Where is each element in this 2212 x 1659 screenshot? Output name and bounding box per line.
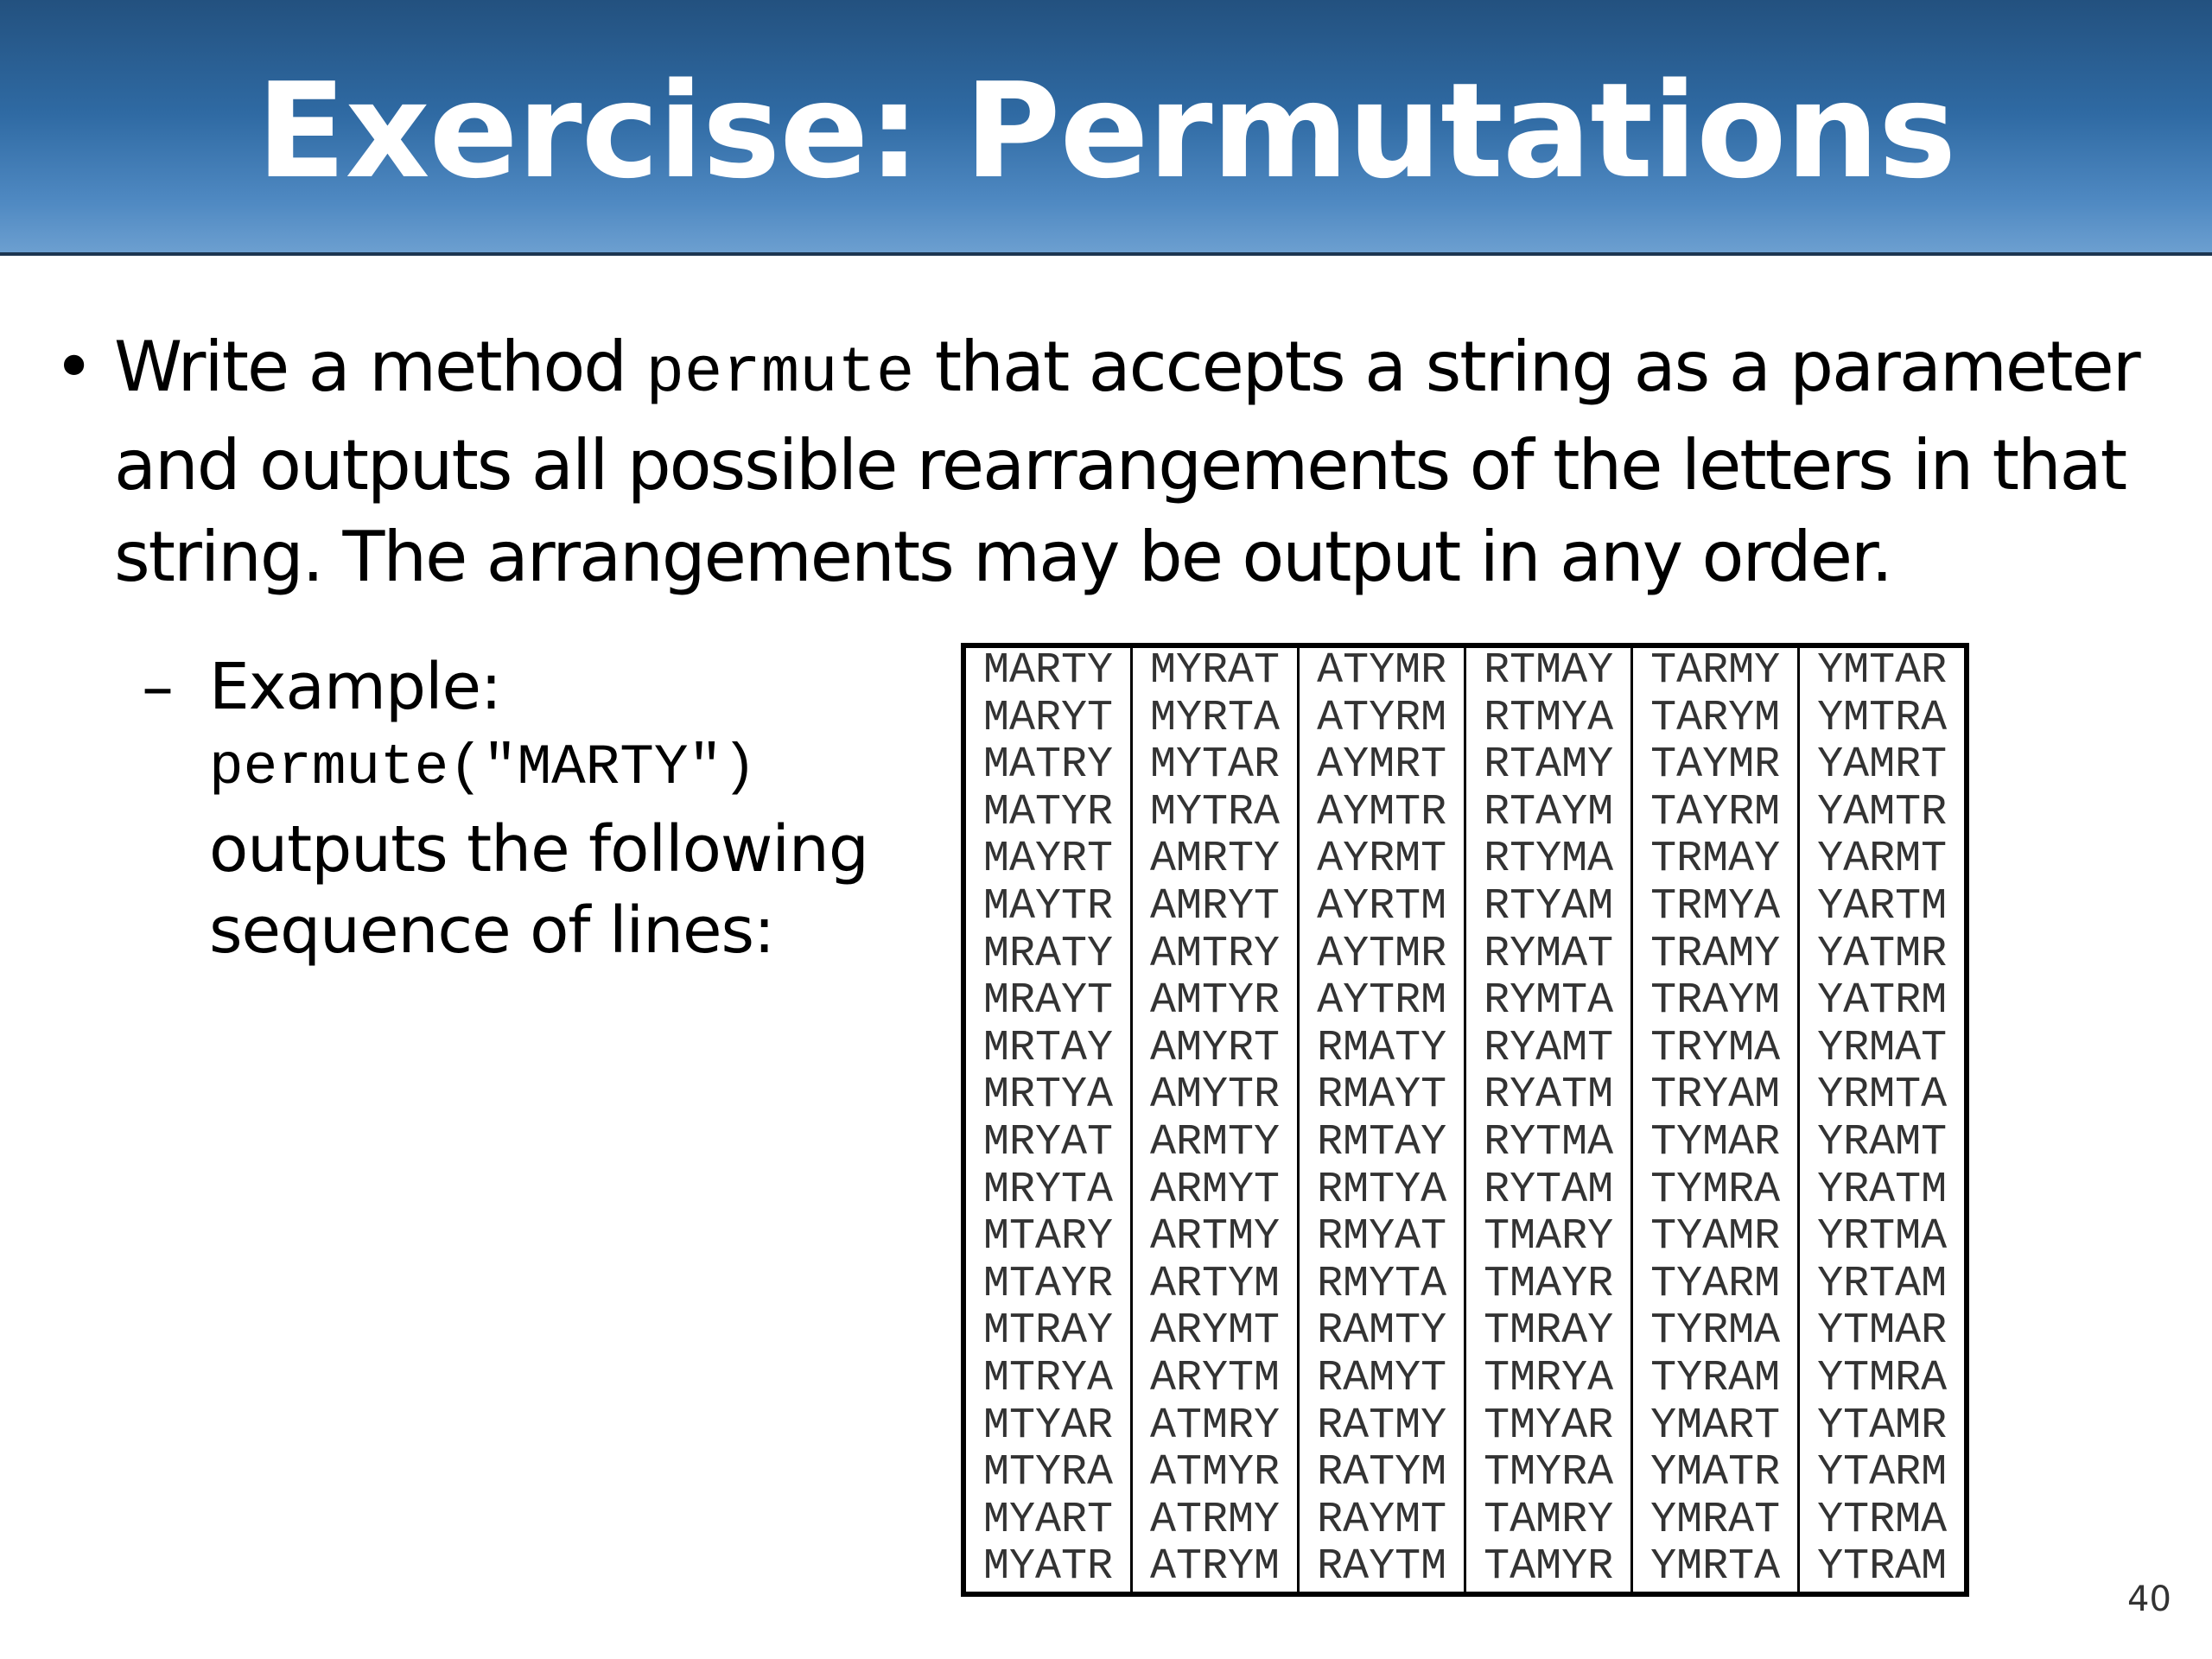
permutation-entry: AMRTY <box>1150 835 1281 885</box>
permutation-entry: ARMYT <box>1150 1165 1281 1215</box>
permutation-entry: MRTAY <box>983 1023 1114 1073</box>
slide-title: Exercise: Permutations <box>256 54 1956 207</box>
permutation-entry: MYATR <box>983 1542 1114 1592</box>
permutation-entry: RMYTA <box>1317 1259 1447 1309</box>
permutation-entry: TRAYM <box>1650 976 1781 1027</box>
permutation-entry: RMAYT <box>1317 1071 1447 1121</box>
permutation-entry: ARYMT <box>1150 1306 1281 1357</box>
permutation-entry: TYRAM <box>1650 1353 1781 1403</box>
permutation-entry: ATMRY <box>1150 1401 1281 1451</box>
permutation-entry: RATYM <box>1317 1448 1447 1498</box>
method-name-code: permute <box>645 338 915 410</box>
bullet-text <box>114 321 2212 603</box>
example-call-code: permute("MARTY") <box>209 735 757 800</box>
permutations-row <box>963 645 1967 1594</box>
permutation-entry: YARTM <box>1817 881 1948 931</box>
permutation-entry: TMYRA <box>1484 1448 1614 1498</box>
permutation-entry: AYRMT <box>1317 835 1447 885</box>
permutation-entry: RYATM <box>1484 1071 1614 1121</box>
permutation-entry: YATMR <box>1817 929 1948 979</box>
permutation-entry: YATRM <box>1817 976 1948 1027</box>
bullet-text-before: Write a method <box>114 327 646 407</box>
permutation-entry: YTRAM <box>1817 1542 1948 1592</box>
subbullet-marker: – <box>142 650 173 724</box>
permutation-entry: ATMYR <box>1150 1448 1281 1498</box>
permutation-entry: ARMTY <box>1150 1117 1281 1167</box>
permutation-entry: ATRYM <box>1150 1542 1281 1592</box>
permutation-entry: TYRMA <box>1650 1306 1781 1357</box>
permutation-entry: YMRTA <box>1650 1542 1781 1592</box>
permutation-entry: AYTRM <box>1317 976 1447 1027</box>
permutation-entry: YRAMT <box>1817 1117 1948 1167</box>
permutation-entry: MRTYA <box>983 1071 1114 1121</box>
permutation-entry: ATRMY <box>1150 1495 1281 1545</box>
permutation-entry: YRTMA <box>1817 1212 1948 1262</box>
permutation-entry: ARYTM <box>1150 1353 1281 1403</box>
permutation-entry: YRMAT <box>1817 1023 1948 1073</box>
permutation-entry: YTMRA <box>1817 1353 1948 1403</box>
permutation-entry: AYRTM <box>1317 881 1447 931</box>
permutation-entry: AMYTR <box>1150 1071 1281 1121</box>
permutation-entry: YRTAM <box>1817 1259 1948 1309</box>
permutation-entry: TMARY <box>1484 1212 1614 1262</box>
permutation-entry: AYMTR <box>1317 787 1447 837</box>
permutation-entry: MYART <box>983 1495 1114 1545</box>
permutation-entry: MAYTR <box>983 881 1114 931</box>
permutation-column <box>1632 645 1799 1594</box>
permutation-entry: RYMAT <box>1484 929 1614 979</box>
permutation-entry: YMTRA <box>1817 693 1948 743</box>
permutation-entry: MRAYT <box>983 976 1114 1027</box>
permutation-entry: MYRTA <box>1150 693 1281 743</box>
permutation-entry: MATYR <box>983 787 1114 837</box>
permutation-entry: TMYAR <box>1484 1401 1614 1451</box>
permutation-entry: TYMAR <box>1650 1117 1781 1167</box>
permutation-entry: YMATR <box>1650 1448 1781 1498</box>
permutation-entry: TRMYA <box>1650 881 1781 931</box>
permutation-entry: RYAMT <box>1484 1023 1614 1073</box>
permutation-entry: TAMRY <box>1484 1495 1614 1545</box>
permutation-entry: MYTAR <box>1150 741 1281 791</box>
permutation-entry: TRMAY <box>1650 835 1781 885</box>
permutation-entry: ATYMR <box>1317 646 1447 696</box>
permutation-entry: MYRAT <box>1150 646 1281 696</box>
example-body <box>209 646 952 971</box>
permutation-entry: YTAMR <box>1817 1401 1948 1451</box>
permutation-entry: RTAMY <box>1484 741 1614 791</box>
permutation-column <box>1299 645 1465 1594</box>
permutation-column <box>963 645 1132 1594</box>
permutations-table <box>961 643 1969 1597</box>
permutation-entry: TMRAY <box>1484 1306 1614 1357</box>
permutation-entry: RTYMA <box>1484 835 1614 885</box>
permutation-entry: ATYRM <box>1317 693 1447 743</box>
permutation-entry: AMYRT <box>1150 1023 1281 1073</box>
permutation-entry: AMTYR <box>1150 976 1281 1027</box>
permutation-column <box>1132 645 1299 1594</box>
permutation-entry: AMTRY <box>1150 929 1281 979</box>
permutation-entry: TAMYR <box>1484 1542 1614 1592</box>
permutation-entry: MARTY <box>983 646 1114 696</box>
bullet-text-after: that accepts a string as a parameter and outputs all possible rearrangements of the letters in that string. The arrangements may be output in any order. <box>114 327 2139 597</box>
title-bar <box>0 0 2212 256</box>
permutation-entry: MRYAT <box>983 1117 1114 1167</box>
permutation-column <box>1465 645 1632 1594</box>
permutation-entry: MTYAR <box>983 1401 1114 1451</box>
permutation-entry: TAYMR <box>1650 741 1781 791</box>
permutation-entry: YAMTR <box>1817 787 1948 837</box>
permutation-entry: RAMYT <box>1317 1353 1447 1403</box>
permutation-entry: RAMTY <box>1317 1306 1447 1357</box>
permutation-column <box>1799 645 1967 1594</box>
permutation-entry: RMATY <box>1317 1023 1447 1073</box>
permutation-entry: MTYRA <box>983 1448 1114 1498</box>
permutation-entry: ARTMY <box>1150 1212 1281 1262</box>
permutation-entry: TYAMR <box>1650 1212 1781 1262</box>
permutation-entry: YMART <box>1650 1401 1781 1451</box>
permutation-entry: MRATY <box>983 929 1114 979</box>
permutation-entry: RAYMT <box>1317 1495 1447 1545</box>
permutation-entry: TRYAM <box>1650 1071 1781 1121</box>
permutation-entry: YMRAT <box>1650 1495 1781 1545</box>
permutation-entry: TMAYR <box>1484 1259 1614 1309</box>
permutation-entry: TAYRM <box>1650 787 1781 837</box>
permutation-entry: TYARM <box>1650 1259 1781 1309</box>
permutation-entry: MAYRT <box>983 835 1114 885</box>
permutation-entry: RAYTM <box>1317 1542 1447 1592</box>
permutation-entry: YMTAR <box>1817 646 1948 696</box>
permutation-entry: RTMYA <box>1484 693 1614 743</box>
example-label: Example: <box>209 650 501 724</box>
permutation-entry: MTAYR <box>983 1259 1114 1309</box>
page-number: 40 <box>2127 1580 2171 1619</box>
permutation-entry: TRAMY <box>1650 929 1781 979</box>
permutation-entry: RMYAT <box>1317 1212 1447 1262</box>
permutation-entry: YTMAR <box>1817 1306 1948 1357</box>
permutation-entry: YTARM <box>1817 1448 1948 1498</box>
permutation-entry: YARMT <box>1817 835 1948 885</box>
permutation-entry: MRYTA <box>983 1165 1114 1215</box>
permutation-entry: TARMY <box>1650 646 1781 696</box>
permutation-entry: MTARY <box>983 1212 1114 1262</box>
permutation-entry: TMRYA <box>1484 1353 1614 1403</box>
permutation-entry: MYTRA <box>1150 787 1281 837</box>
permutation-entry: RMTAY <box>1317 1117 1447 1167</box>
permutation-entry: TARYM <box>1650 693 1781 743</box>
permutation-entry: MTRAY <box>983 1306 1114 1357</box>
permutation-entry: MATRY <box>983 741 1114 791</box>
permutation-entry: YTRMA <box>1817 1495 1948 1545</box>
bullet-marker: • <box>54 327 95 407</box>
permutation-entry: YAMRT <box>1817 741 1948 791</box>
permutation-entry: TRYMA <box>1650 1023 1781 1073</box>
permutation-entry: RYTMA <box>1484 1117 1614 1167</box>
permutation-entry: TYMRA <box>1650 1165 1781 1215</box>
permutation-entry: YRATM <box>1817 1165 1948 1215</box>
permutation-entry: AYMRT <box>1317 741 1447 791</box>
permutation-entry: MTRYA <box>983 1353 1114 1403</box>
permutation-entry: YRMTA <box>1817 1071 1948 1121</box>
permutation-entry: RTAYM <box>1484 787 1614 837</box>
permutation-entry: RTMAY <box>1484 646 1614 696</box>
example-description: outputs the following sequence of lines: <box>209 812 868 968</box>
permutation-entry: AMRYT <box>1150 881 1281 931</box>
permutation-entry: AYTMR <box>1317 929 1447 979</box>
permutation-entry: RATMY <box>1317 1401 1447 1451</box>
permutation-entry: MARYT <box>983 693 1114 743</box>
permutation-entry: RYMTA <box>1484 976 1614 1027</box>
permutation-entry: RTYAM <box>1484 881 1614 931</box>
permutation-entry: RYTAM <box>1484 1165 1614 1215</box>
permutation-entry: ARTYM <box>1150 1259 1281 1309</box>
permutation-entry: RMTYA <box>1317 1165 1447 1215</box>
